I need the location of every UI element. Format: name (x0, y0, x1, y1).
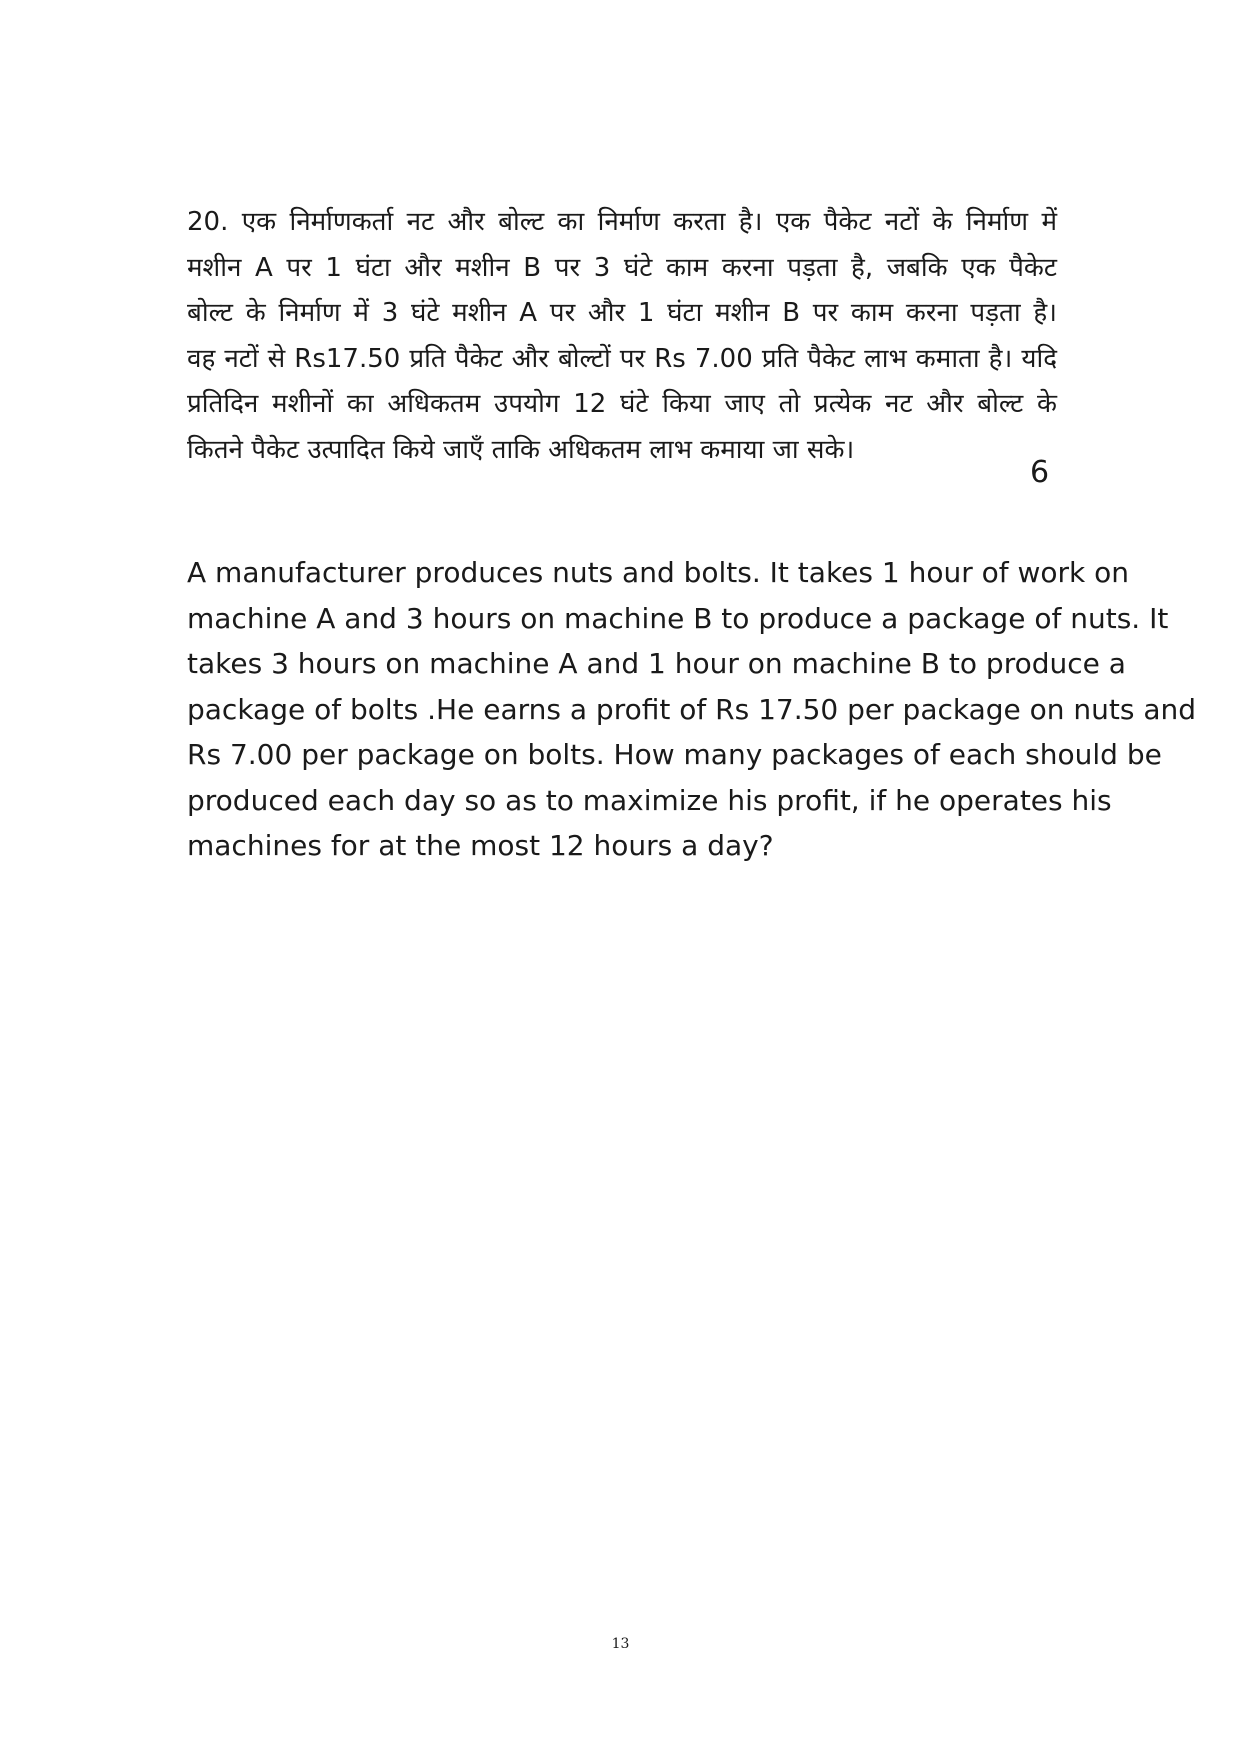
hindi-line: 20. एक निर्माणकर्ता नट और बोल्ट का निर्माण करता है। एक पैकेट नटों के निर्माण में (187, 207, 1057, 237)
english-line: takes 3 hours on machine A and 1 hour on machine B to produce a (187, 647, 1126, 680)
english-line: A manufacturer produces nuts and bolts. It takes 1 hour of work on (187, 556, 1130, 589)
english-line: produced each day so as to maximize his profit, if he operates his (187, 783, 1112, 817)
hindi-line: बोल्ट के निर्माण में 3 घंटे मशीन A पर और 1 घंटा मशीन B पर काम करना पड़ता है। (187, 298, 1057, 328)
hindi-line: मशीन A पर 1 घंटा और मशीन B पर 3 घंटे काम करना पड़ता है, जबकि एक पैकेट (187, 252, 1057, 283)
question-english-text (187, 550, 1197, 869)
hindi-line: प्रतिदिन मशीनों का अधिकतम उपयोग 12 घंटे किया जाए तो प्रत्येक नट और बोल्ट के (187, 389, 1057, 419)
english-line: machines for at the most 12 hours a day? (187, 829, 774, 862)
english-line: machine A and 3 hours on machine B to produce a package of nuts. It (187, 601, 1169, 635)
question-marks: 6 (1030, 455, 1050, 490)
hindi-line: वह नटों से Rs17.50 प्रति पैकेट और बोल्टों पर Rs 7.00 प्रति पैकेट लाभ कमाता है। यदि (187, 343, 1057, 374)
english-line: package of bolts .He earns a profit of Rs 17.50 per package on nuts and (187, 692, 1197, 726)
question-hindi-text (187, 200, 1057, 473)
page-number: 13 (611, 1636, 630, 1652)
hindi-line: कितने पैकेट उत्पादित किये जाएँ ताकि अधिकतम लाभ कमाया जा सके। (187, 434, 855, 465)
english-line: Rs 7.00 per package on bolts. How many packages of each should be (187, 738, 1162, 771)
